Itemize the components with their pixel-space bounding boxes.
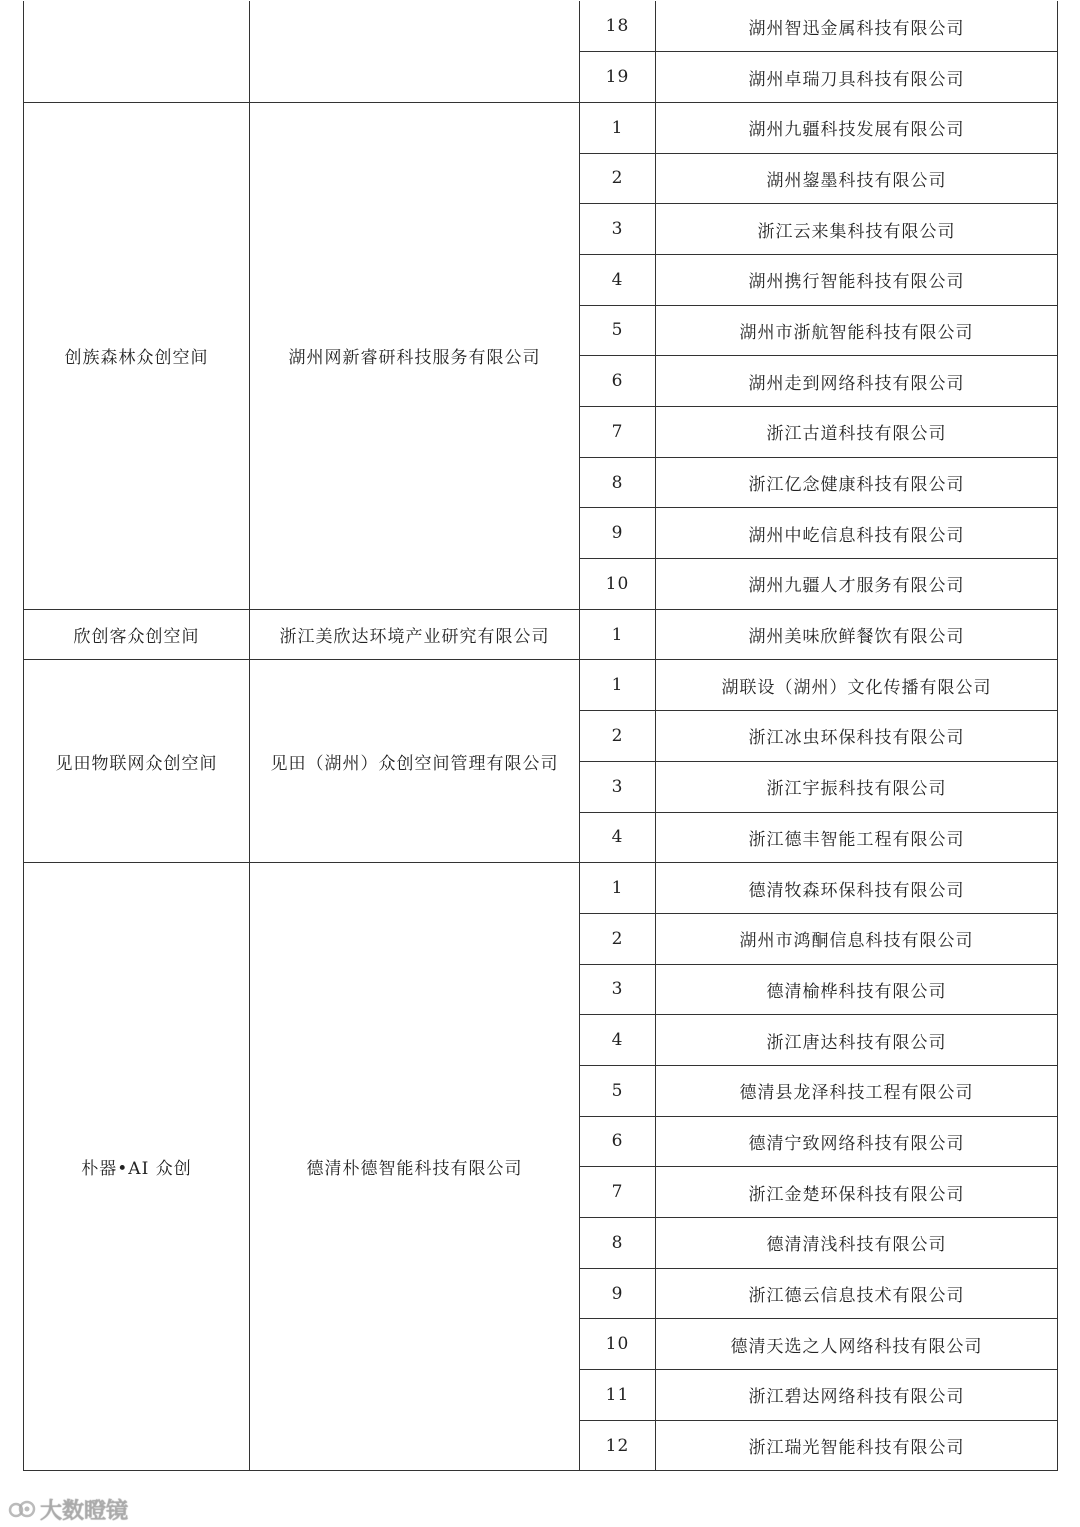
company-name-cell: 湖州美味欣鲜餐饮有限公司 <box>656 609 1058 660</box>
serial-number-cell: 1 <box>580 863 656 914</box>
company-name-cell: 德清牧森环保科技有限公司 <box>656 863 1058 914</box>
space-name-cell: 见田物联网众创空间 <box>24 660 250 863</box>
serial-number-cell: 9 <box>580 1268 656 1319</box>
space-name-cell: 朴器•AI 众创 <box>24 863 250 1471</box>
serial-number-cell: 11 <box>580 1370 656 1421</box>
table-body <box>24 1 1058 1471</box>
watermark <box>8 1495 128 1523</box>
company-name-cell: 浙江冰虫环保科技有限公司 <box>656 711 1058 762</box>
serial-number-cell: 4 <box>580 1015 656 1066</box>
table-row <box>24 660 1058 711</box>
serial-number-cell: 19 <box>580 52 656 103</box>
space-name-cell: 欣创客众创空间 <box>24 609 250 660</box>
company-list-table <box>23 1 1058 1471</box>
serial-number-cell: 2 <box>580 711 656 762</box>
serial-number-cell: 10 <box>580 559 656 610</box>
serial-number-cell: 2 <box>580 913 656 964</box>
company-name-cell: 德清天选之人网络科技有限公司 <box>656 1319 1058 1370</box>
table-row <box>24 609 1058 660</box>
serial-number-cell: 5 <box>580 305 656 356</box>
company-name-cell: 湖州智迅金属科技有限公司 <box>656 1 1058 52</box>
company-name-cell: 浙江德丰智能工程有限公司 <box>656 812 1058 863</box>
company-name-cell: 德清清浅科技有限公司 <box>656 1218 1058 1269</box>
company-name-cell: 浙江瑞光智能科技有限公司 <box>656 1420 1058 1471</box>
company-name-cell: 浙江宇振科技有限公司 <box>656 761 1058 812</box>
serial-number-cell: 3 <box>580 964 656 1015</box>
serial-number-cell: 6 <box>580 1116 656 1167</box>
operator-name-cell: 见田（湖州）众创空间管理有限公司 <box>250 660 580 863</box>
serial-number-cell: 8 <box>580 457 656 508</box>
serial-number-cell: 10 <box>580 1319 656 1370</box>
table-row <box>24 863 1058 914</box>
watermark-text: 大数瞪镜 <box>40 1498 129 1524</box>
company-name-cell: 浙江唐达科技有限公司 <box>656 1015 1058 1066</box>
company-name-cell: 浙江碧达网络科技有限公司 <box>656 1370 1058 1421</box>
operator-name-cell: 德清朴德智能科技有限公司 <box>250 863 580 1471</box>
serial-number-cell: 4 <box>580 812 656 863</box>
serial-number-cell: 18 <box>580 1 656 52</box>
serial-number-cell: 8 <box>580 1218 656 1269</box>
serial-number-cell: 3 <box>580 204 656 255</box>
space-name-cell <box>24 1 250 102</box>
serial-number-cell: 3 <box>580 761 656 812</box>
company-name-cell: 浙江德云信息技术有限公司 <box>656 1268 1058 1319</box>
operator-name-cell: 湖州网新睿研科技服务有限公司 <box>250 102 580 609</box>
serial-number-cell: 4 <box>580 254 656 305</box>
serial-number-cell: 2 <box>580 153 656 204</box>
company-name-cell: 湖州中屹信息科技有限公司 <box>656 508 1058 559</box>
company-name-cell: 湖州市浙航智能科技有限公司 <box>656 305 1058 356</box>
serial-number-cell: 1 <box>580 102 656 153</box>
serial-number-cell: 7 <box>580 1167 656 1218</box>
company-name-cell: 湖联设（湖州）文化传播有限公司 <box>656 660 1058 711</box>
serial-number-cell: 7 <box>580 407 656 458</box>
weibo-eye-icon <box>8 1498 36 1520</box>
company-name-cell: 德清宁致网络科技有限公司 <box>656 1116 1058 1167</box>
serial-number-cell: 5 <box>580 1065 656 1116</box>
company-name-cell: 浙江金楚环保科技有限公司 <box>656 1167 1058 1218</box>
company-name-cell: 湖州九疆人才服务有限公司 <box>656 559 1058 610</box>
table-row <box>24 102 1058 153</box>
company-name-cell: 德清县龙泽科技工程有限公司 <box>656 1065 1058 1116</box>
serial-number-cell: 6 <box>580 356 656 407</box>
company-name-cell: 湖州卓瑞刀具科技有限公司 <box>656 52 1058 103</box>
serial-number-cell: 1 <box>580 660 656 711</box>
serial-number-cell: 1 <box>580 609 656 660</box>
company-name-cell: 湖州鋆墨科技有限公司 <box>656 153 1058 204</box>
company-name-cell: 浙江古道科技有限公司 <box>656 407 1058 458</box>
company-name-cell: 浙江云来集科技有限公司 <box>656 204 1058 255</box>
space-name-cell: 创族森林众创空间 <box>24 102 250 609</box>
serial-number-cell: 12 <box>580 1420 656 1471</box>
table-row <box>24 1 1058 52</box>
company-name-cell: 湖州市鸿酮信息科技有限公司 <box>656 913 1058 964</box>
company-name-cell: 湖州携行智能科技有限公司 <box>656 254 1058 305</box>
company-name-cell: 湖州走到网络科技有限公司 <box>656 356 1058 407</box>
company-name-cell: 浙江亿念健康科技有限公司 <box>656 457 1058 508</box>
serial-number-cell: 9 <box>580 508 656 559</box>
operator-name-cell <box>250 1 580 102</box>
company-name-cell: 湖州九疆科技发展有限公司 <box>656 102 1058 153</box>
company-name-cell: 德清榆桦科技有限公司 <box>656 964 1058 1015</box>
operator-name-cell: 浙江美欣达环境产业研究有限公司 <box>250 609 580 660</box>
